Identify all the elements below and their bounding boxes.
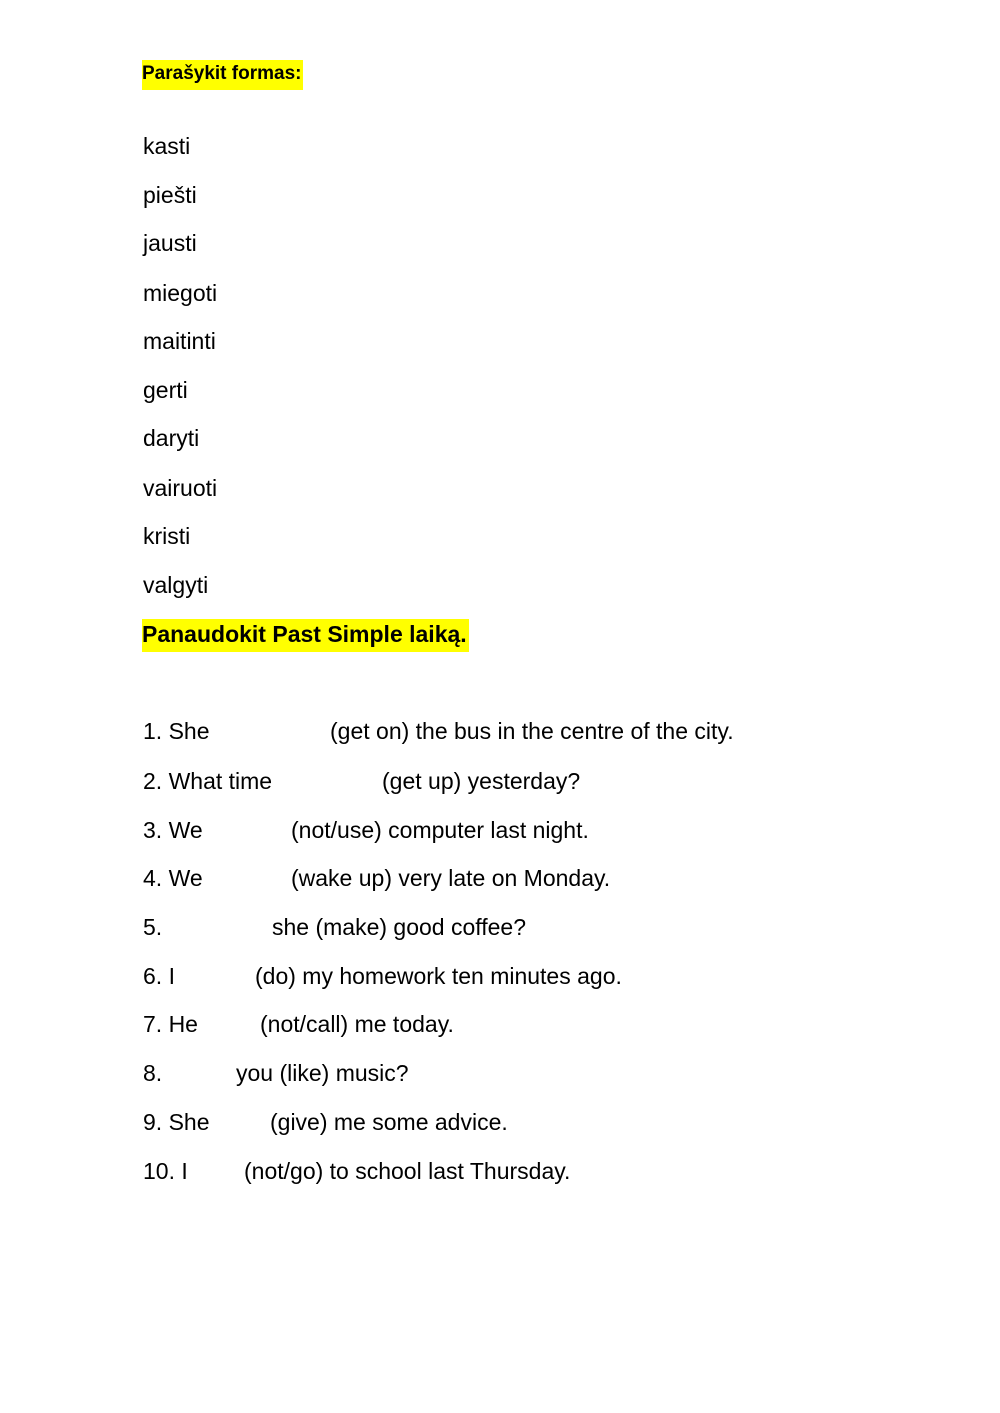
instruction-heading-forms bbox=[142, 60, 303, 90]
word-item: valgyti bbox=[143, 572, 209, 598]
sentence-start: 7. He bbox=[143, 1011, 198, 1037]
sentence-rest: (not/use) computer last night. bbox=[291, 817, 589, 843]
sentence-rest: (get on) the bus in the centre of the city. bbox=[330, 718, 734, 744]
instruction-heading-past-simple bbox=[142, 619, 469, 652]
sentence-rest: she (make) good coffee? bbox=[272, 914, 527, 940]
sentence-start: 8. bbox=[143, 1060, 163, 1086]
word-item: kasti bbox=[143, 133, 191, 159]
sentence-rest: (do) my homework ten minutes ago. bbox=[255, 963, 622, 989]
sentence-rest: (not/call) me today. bbox=[260, 1011, 454, 1037]
word-item: vairuoti bbox=[143, 475, 218, 501]
instruction-heading-forms-text: Parašykit formas: bbox=[142, 60, 303, 90]
sentence-start: 10. I bbox=[143, 1158, 188, 1184]
sentence-rest: you (like) music? bbox=[236, 1060, 409, 1086]
sentence-start: 6. I bbox=[143, 963, 175, 989]
sentence-start: 3. We bbox=[143, 817, 203, 843]
sentence-rest: (get up) yesterday? bbox=[382, 768, 581, 794]
sentence-rest: (not/go) to school last Thursday. bbox=[244, 1158, 571, 1184]
word-item: miegoti bbox=[143, 280, 218, 306]
sentence-rest: (give) me some advice. bbox=[270, 1109, 508, 1135]
word-item: piešti bbox=[143, 182, 197, 208]
sentence-start: 4. We bbox=[143, 865, 203, 891]
instruction-heading-past-simple-text: Panaudokit Past Simple laiką. bbox=[142, 619, 469, 652]
word-item: kristi bbox=[143, 523, 191, 549]
word-item: daryti bbox=[143, 425, 200, 451]
sentence-start: 2. What time bbox=[143, 768, 273, 794]
sentence-start: 5. bbox=[143, 914, 163, 940]
word-item: jausti bbox=[143, 230, 197, 256]
sentence-rest: (wake up) very late on Monday. bbox=[291, 865, 611, 891]
sentence-start: 9. She bbox=[143, 1109, 210, 1135]
word-item: maitinti bbox=[143, 328, 216, 354]
sentence-start: 1. She bbox=[143, 718, 210, 744]
word-item: gerti bbox=[143, 377, 188, 403]
